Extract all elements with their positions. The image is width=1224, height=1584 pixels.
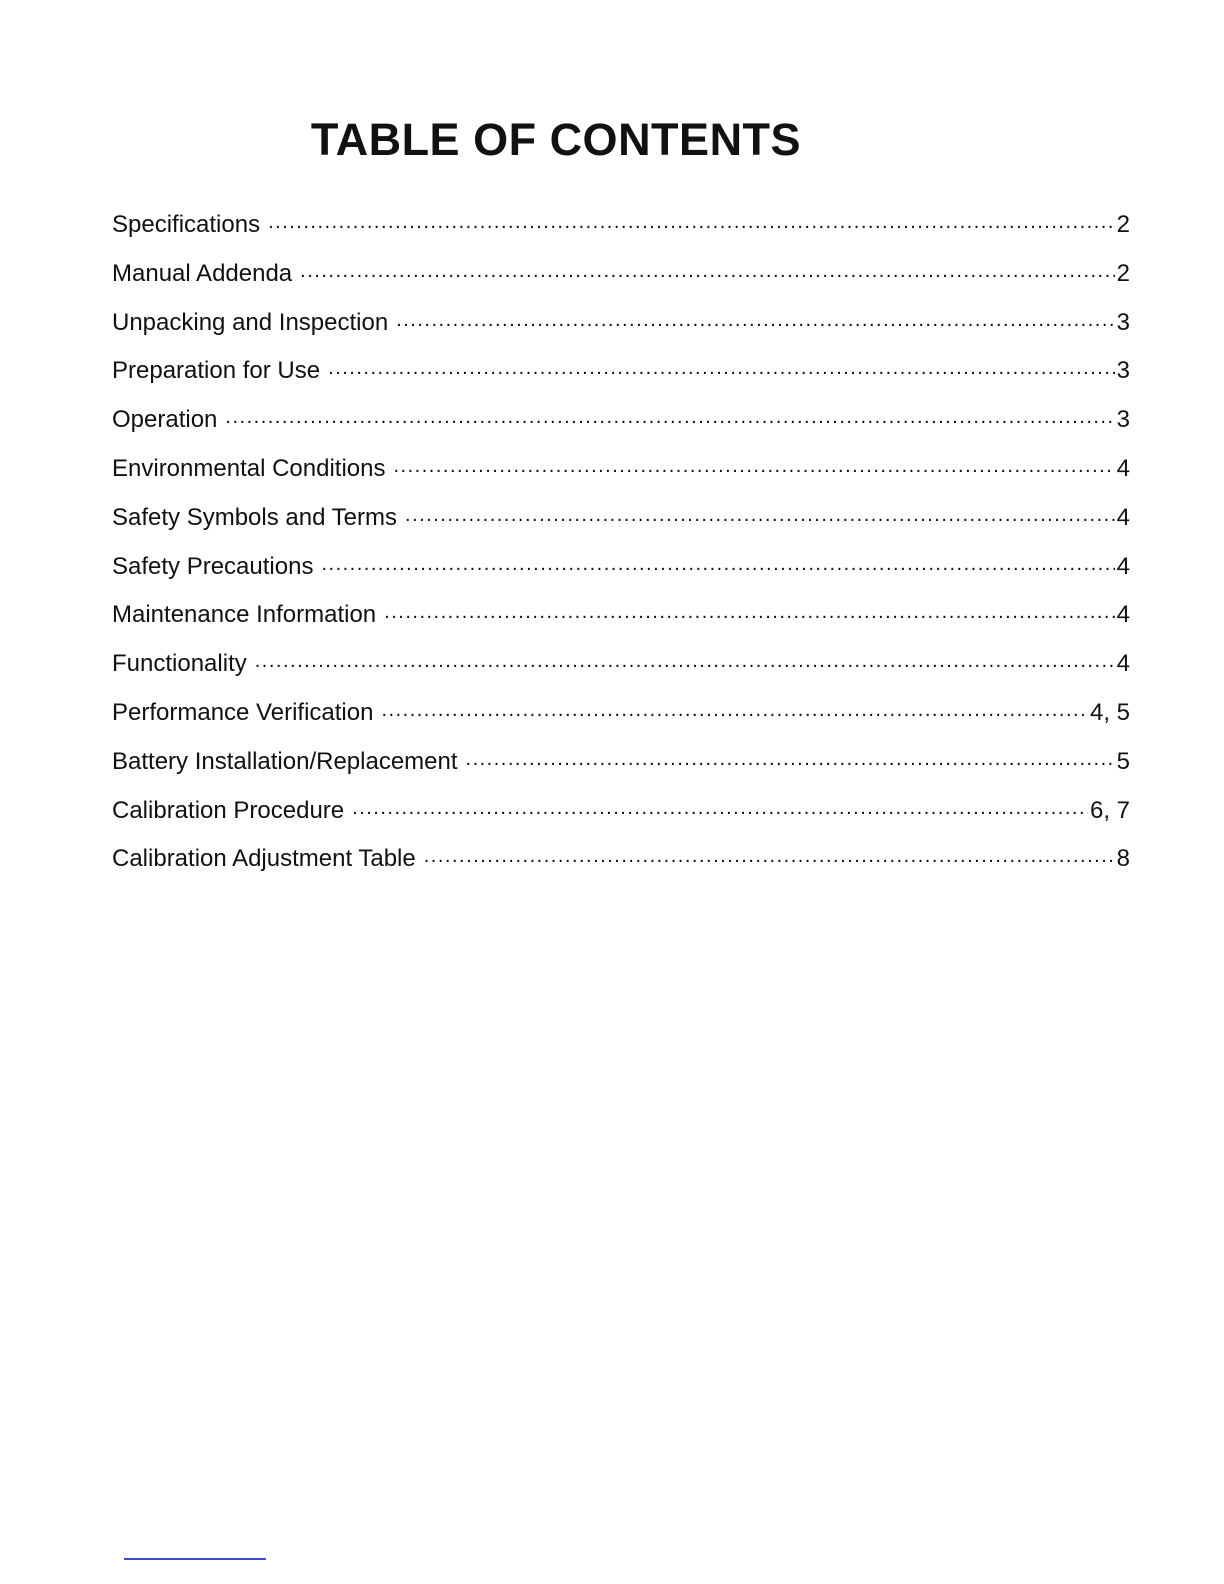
toc-entry-label: Calibration Procedure (112, 796, 345, 824)
toc-dot-leader (393, 452, 1114, 476)
toc-entry-label: Manual Addenda (112, 259, 293, 287)
toc-dot-leader (268, 208, 1115, 232)
toc-entry-page: 3 (1116, 406, 1130, 434)
toc-dot-leader (255, 647, 1115, 671)
toc-entry-label: Specifications (112, 211, 261, 238)
toc-entry-page: 2 (1116, 211, 1130, 238)
toc-entry-label: Safety Symbols and Terms (112, 503, 398, 531)
toc-entry[interactable] (112, 354, 1130, 403)
toc-entry-label: Calibration Adjustment Table (112, 845, 416, 873)
toc-dot-leader (328, 354, 1115, 378)
toc-entry-page: 4 (1116, 454, 1130, 482)
toc-dot-leader (352, 794, 1088, 818)
toc-list (112, 208, 1130, 891)
toc-entry-page: 3 (1116, 357, 1130, 385)
toc-entry-label: Environmental Conditions (112, 454, 386, 482)
toc-entry-label: Safety Precautions (112, 552, 314, 580)
toc-entry[interactable] (112, 452, 1130, 501)
toc-entry[interactable] (112, 794, 1130, 843)
toc-entry[interactable] (112, 842, 1130, 891)
toc-entry-page: 4 (1116, 650, 1130, 678)
toc-entry[interactable] (112, 550, 1130, 599)
toc-dot-leader (405, 501, 1115, 525)
toc-entry-page: 3 (1116, 308, 1130, 336)
toc-entry[interactable] (112, 403, 1130, 452)
toc-entry-page: 8 (1116, 845, 1130, 873)
footer-rule (124, 1558, 266, 1560)
toc-entry-label: Functionality (112, 650, 247, 678)
toc-entry-page: 4, 5 (1089, 698, 1130, 726)
toc-entry[interactable] (112, 257, 1130, 306)
toc-dot-leader (466, 745, 1115, 769)
toc-dot-leader (225, 403, 1114, 427)
toc-dot-leader (396, 306, 1114, 330)
toc-dot-leader (384, 598, 1114, 622)
toc-entry[interactable] (112, 696, 1130, 745)
toc-entry[interactable] (112, 501, 1130, 550)
toc-entry-page: 4 (1116, 552, 1130, 580)
toc-entry-page: 5 (1116, 747, 1130, 775)
toc-entry-page: 6, 7 (1089, 796, 1130, 824)
toc-entry[interactable] (112, 598, 1130, 647)
toc-entry-page: 2 (1116, 259, 1130, 287)
toc-entry[interactable] (112, 647, 1130, 696)
toc-entry-label: Maintenance Information (112, 601, 377, 629)
toc-entry-label: Unpacking and Inspection (112, 308, 389, 336)
toc-entry-label: Battery Installation/Replacement (112, 747, 458, 775)
page-title: TABLE OF CONTENTS (310, 114, 802, 165)
toc-dot-leader (300, 257, 1114, 281)
toc-entry-label: Performance Verification (112, 698, 374, 726)
toc-entry[interactable] (112, 208, 1130, 257)
toc-dot-leader (381, 696, 1088, 720)
toc-dot-leader (424, 842, 1115, 866)
toc-entry[interactable] (112, 306, 1130, 355)
toc-entry-label: Operation (112, 406, 218, 434)
toc-entry-label: Preparation for Use (112, 357, 321, 385)
toc-entry-page: 4 (1116, 601, 1130, 629)
toc-dot-leader (321, 550, 1114, 574)
toc-entry-page: 4 (1116, 503, 1130, 531)
toc-entry[interactable] (112, 745, 1130, 794)
